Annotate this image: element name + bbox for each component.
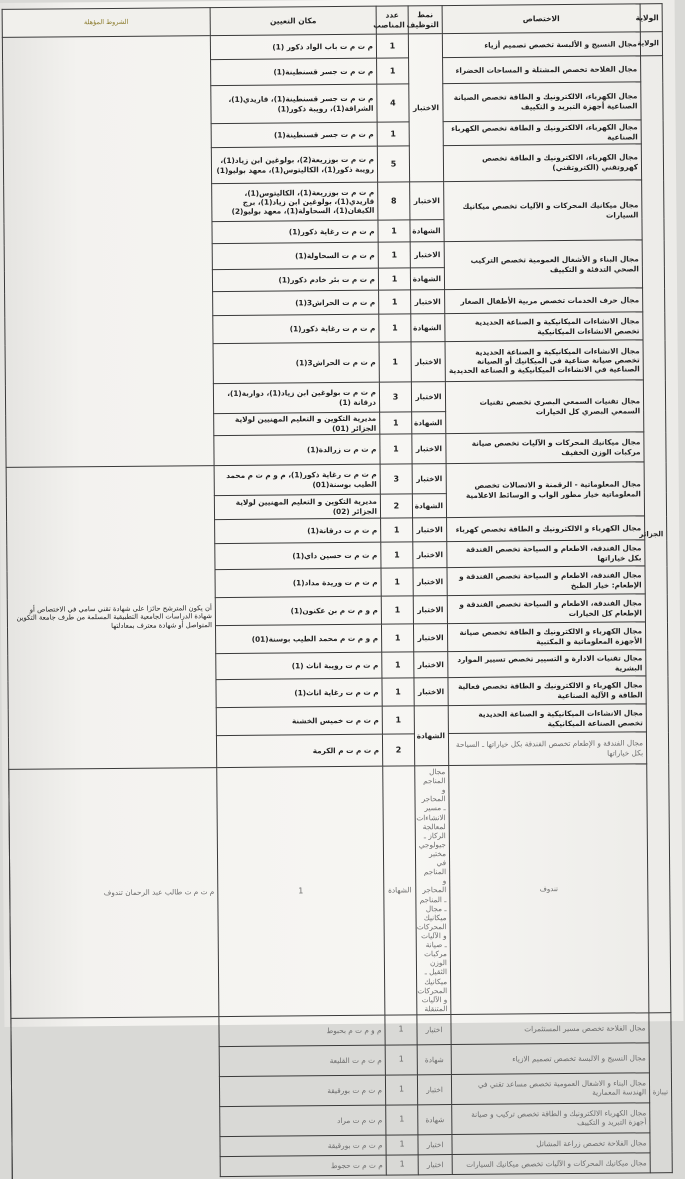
mode-cell: الاختبار xyxy=(414,652,448,678)
mode-cell: الشهادة xyxy=(410,268,444,290)
header-count: عدد المناصب xyxy=(376,6,408,34)
count-cell: 1 xyxy=(386,1135,418,1155)
table-row xyxy=(6,462,666,498)
specialty-cell: مجال الكهرباء و الالكترونيك و الطاقة تخصص صيانة الأجهزة المعلوماتية و المكتبية xyxy=(447,622,645,652)
specialty-cell: مجال الفلاحة تخصص زراعة المشاتل xyxy=(452,1133,650,1155)
header-state: الولاية xyxy=(640,4,662,32)
place-cell: م ت م ت خميس الخشنة xyxy=(216,706,382,735)
header-specialty: الاختصاص xyxy=(442,4,640,34)
count-cell: 8 xyxy=(378,182,410,220)
count-cell: 1 xyxy=(381,518,413,542)
count-cell: 1 xyxy=(379,342,411,382)
place-cell: م و م ت م محمد الطيب بوسنة(01) xyxy=(215,624,381,653)
table-row xyxy=(12,1153,672,1179)
mode-cell: الاختبار xyxy=(410,182,444,220)
place-cell: م ت م ت رغاية ذكور(1) xyxy=(212,220,378,243)
mode-cell: الاختبار xyxy=(408,34,443,182)
place-cell: م ت م ت جسر قسنطينة(1) xyxy=(211,58,377,85)
count-cell: 5 xyxy=(377,146,409,182)
place-cell: م ت م ت رغاية اناث(1) xyxy=(216,678,382,707)
header-place: مكان التعيين xyxy=(210,6,376,35)
specialty-cell: مجال النسيج و الالبسة تخصص تصميم الازياء xyxy=(451,1043,649,1075)
count-cell: 1 xyxy=(381,542,413,568)
place-cell: م ت م ت زرالدة(1) xyxy=(214,434,380,465)
specialty-cell: مجال النسيج و الألبسة تخصص تصميم أزياء xyxy=(442,32,640,58)
count-cell: 4 xyxy=(377,84,409,122)
place-cell: م ت م ت وريدة مداد(1) xyxy=(215,568,381,597)
state-cell-algiers: الجزائر xyxy=(641,56,671,1013)
place-cell: م و م ت م بن عكنون(1) xyxy=(215,596,381,625)
place-cell: م ت م ت رغاية ذكور(1) xyxy=(213,314,379,343)
mode-cell: الشهادة xyxy=(383,766,417,1015)
conditions-empty-top xyxy=(2,36,214,468)
specialty-cell: مجال الفندقة، الاطعام و السياحة تخصص الفندقة بكل خياراتها xyxy=(447,540,645,568)
count-cell: 1 xyxy=(381,596,413,624)
count-cell: 1 xyxy=(376,34,408,58)
specialty-cell: مجال الكهرباء الالكترونيك و الطاقة تخصص تركيب و صيانة أجهزة التبريد و التكييف xyxy=(452,1103,650,1135)
specialty-cell: مجال الانشاءات الميكانيكية و الصناعة الحديدية تخصص الصناعة الميكانيكية xyxy=(448,704,646,734)
mode-cell: الاختبار xyxy=(412,464,446,494)
mode-cell: الشهادة xyxy=(412,494,446,518)
mode-cell: الشهادة xyxy=(411,314,445,342)
count-cell: 2 xyxy=(382,734,414,766)
state-cell: الولاية xyxy=(640,32,662,56)
mode-cell: اختبار xyxy=(417,1074,451,1104)
place-cell: م ت م ت الحراش3(1) xyxy=(213,342,379,383)
mode-cell: الاختبار xyxy=(410,242,444,268)
mode-cell: اختبار xyxy=(418,1134,452,1154)
mode-cell: الاختبار xyxy=(414,678,448,706)
count-cell: 1 xyxy=(379,290,411,314)
specialty-cell: مجال تقنيات السمعي البصري تخصص تقنيات السمعي البصري كل الخيارات xyxy=(445,380,643,434)
place-cell: م ت م ت بوزريعة(1)، الكاليتوس(1)، قاريدي(1)، بولوغين ابن زياد(1)، برج الكيفان(1)، السحاولة(1)، معهد بوليو(2) xyxy=(212,182,378,221)
specialty-cell: مجال الفندقة، الاطعام و السياحة تخصص الفندقة و الإطعام: خيار الطبخ xyxy=(447,566,645,596)
count-cell: 1 xyxy=(386,1105,418,1135)
specialty-cell: مجال المناجم و المحاجر ـ مسير الانشاءات لمعالجة الركاز ـ جيولوجي مختبر في المناجم و المحاجر ـ المناجم ـ مجال ميكانيك المحركات و الآليات ـ صيانة مركبات الوزن الثقيل ـ ميكانيك المحركات و الآليات المتنقلة xyxy=(415,766,451,1015)
positions-table xyxy=(2,3,673,1179)
header-conditions: الشروط المؤهلة xyxy=(2,8,210,38)
mode-cell: الاختبار xyxy=(411,342,445,382)
place-cell: م ت م ت بولوغين ابن زياد(1)، دواربة(1)، درقانة (1) xyxy=(213,382,379,413)
specialty-cell: مجال الفندقة و الإطعام تخصص الفندقة بكل خياراتها ـ السياحة بكل خياراتها xyxy=(448,732,646,766)
place-cell: م ت م ت مراد xyxy=(220,1105,386,1136)
specialty-cell: مجال الانشاءات الميكانيكية و الصناعة الحديدية تخصص الانشاءات الميكانيكية xyxy=(445,312,643,342)
place-cell: م ت م ت جسر قسنطينة(1)، قاريدي(1)، الشراقة(1)، رويبة ذكور(1) xyxy=(211,84,377,123)
count-cell: 1 xyxy=(378,268,410,290)
specialty-cell: مجال الفندقة، الاطعام و السياحة تخصص الفندقة و الإطعام كل الخيارات xyxy=(447,594,645,624)
count-cell: 1 xyxy=(385,1075,417,1105)
conditions-text: أن يكون المترشح حائزا على شهادة تقني سامي في الاختصاص أو شهادة الدراسات الجامعية التطبيقية المسلمة من طرف جامعة التكوين المتواصل أو شهادة معترف بمعادلتها xyxy=(6,466,217,770)
place-cell: م ت م ت رغاية ذكور(1)، م و م ت م محمد الطيب بوسنة(01) xyxy=(214,464,380,495)
count-cell: 1 xyxy=(378,220,410,242)
place-cell: م ت م ت بورقيقة xyxy=(220,1135,386,1156)
mode-cell: الاختبار xyxy=(412,434,446,464)
header-mode: نمط التوظيف xyxy=(408,6,442,34)
place-cell: م ت م ت درقانة(1) xyxy=(215,518,381,543)
count-cell: 2 xyxy=(380,494,412,518)
mode-cell: الاختبار xyxy=(413,624,447,652)
place-cell: م ت م ت بئر خادم ذكور(1) xyxy=(212,268,378,291)
count-cell: 1 xyxy=(217,766,385,1016)
specialty-cell: مجال الكهرباء، الالكترونيك و الطاقة تخصص الصيانة الصناعية أجهزة التبريد و التكييف xyxy=(443,82,641,122)
mode-cell: شهادة xyxy=(418,1104,452,1134)
count-cell: 1 xyxy=(378,242,410,268)
count-cell: 1 xyxy=(386,1155,418,1175)
place-cell: م و م ت م بحبوط xyxy=(219,1015,385,1046)
count-cell: 1 xyxy=(380,434,412,464)
count-cell: 1 xyxy=(381,568,413,596)
specialty-cell: مجال ميكانيك المحركات و الآليات تخصص ميكانيك السيارات xyxy=(444,180,643,242)
place-cell: م ت م ت السحاولة(1) xyxy=(212,242,378,269)
mode-cell: اختبار xyxy=(417,1015,451,1045)
mode-cell: الاختبار xyxy=(413,542,447,568)
place-cell: مديرية التكوين و التعليم المهنيين لولاية الجزائر (01) xyxy=(214,412,380,435)
specialty-cell: مجال الكهرباء، الالكترونيك و الطاقة تخصص الكهرباء الصناعية xyxy=(443,120,641,146)
count-cell: 1 xyxy=(377,122,409,146)
place-cell: مديرية التكوين و التعليم المهنيين لولاية الجزائر (02) xyxy=(214,494,380,519)
count-cell: 1 xyxy=(385,1045,417,1075)
state-cell-tipaza: تيبازة xyxy=(649,1013,672,1173)
place-cell: م ت م ت جسر قسنطينة(1) xyxy=(211,122,377,147)
mode-cell: اختبار xyxy=(418,1154,452,1174)
place-cell: م ت م ت م الكرمة xyxy=(216,734,382,767)
place-cell: م ت م ت بوزريعة(2)، بولوغين ابن زياد(1)، رويبة ذكور(1)، الكاليتوس(1)، معهد بوليو(1) xyxy=(211,146,377,183)
place-cell: م ت م ت حجوط xyxy=(220,1155,386,1176)
specialty-cell: مجال الكهرباء و الالكترونيك و الطاقة تخصص كهرباء xyxy=(447,516,645,542)
place-cell: م ت م ت الحراش3(1) xyxy=(213,290,379,315)
specialty-cell: مجال ميكانيك المحركات و الآليات تخصص صيانة مركبات الوزن الخفيف xyxy=(446,432,644,464)
mode-cell: الاختبار xyxy=(413,568,447,596)
mode-cell: الشهادة xyxy=(410,220,444,242)
mode-cell: الاختبار xyxy=(413,518,447,542)
specialty-cell: مجال حرف الخدمات تخصص مربية الأطفال الصغار xyxy=(445,288,643,314)
specialty-cell: مجال الفلاحة تخصص المشتلة و المساحات الخضراء xyxy=(443,56,641,84)
specialty-cell: مجال الكهرباء، الالكترونيك و الطاقة تخصص كهروتقني (الكتروتقني) xyxy=(443,144,641,182)
specialty-cell: مجال البناء و الأشغال العمومية تخصص التركيب الصحي التدفئة و التكييف xyxy=(444,240,642,290)
place-cell: م ت م ت القليعة xyxy=(219,1045,385,1076)
place-cell: م ت م ت حسين داي(1) xyxy=(215,542,381,569)
count-cell: 1 xyxy=(377,58,409,84)
count-cell: 1 xyxy=(382,652,414,678)
specialty-cell: مجال المعلوماتية - الرقمنة و الاتصالات تخصص المعلوماتية خيار مطور الواب و الوسائط الاعلامية xyxy=(446,462,644,518)
specialty-cell: مجال الكهرباء و الالكترونيك و الطاقة تخصص فعالية الطاقة و الآلية الصناعية xyxy=(448,676,646,706)
mode-cell: الاختبار xyxy=(411,290,445,314)
place-cell: م ت م ت بورقيقة xyxy=(219,1075,385,1106)
place-cell: م ت م ت طالب عبد الرحمان تندوف xyxy=(9,768,219,1019)
place-cell: م ت م ت رويبة اناث (1) xyxy=(216,652,382,679)
count-cell: 1 xyxy=(385,1015,417,1045)
specialty-cell: مجال الانشاءات الميكانيكية و الصناعة الحديدية تخصص صيانة صناعية في الميكانيك أو الصيانة الصناعية في الانشاءات الميكانيكية و الصناعة الحديدية xyxy=(445,340,643,382)
table-row xyxy=(9,764,671,1019)
specialty-cell: مجال البناء و الاشغال العمومية تخصص مساعد تقني في الهندسة المعمارية xyxy=(451,1073,649,1105)
count-cell: 1 xyxy=(380,412,412,434)
place-cell: م ت م ت باب الواد ذكور (1) xyxy=(210,34,376,59)
mode-cell: الشهادة xyxy=(414,706,449,766)
count-cell: 1 xyxy=(381,624,413,652)
count-cell: 3 xyxy=(379,382,411,412)
mode-cell: الشهادة xyxy=(412,412,446,434)
specialty-cell: مجال تقنيات الادارة و التسيير تخصص تسيير الموارد البشرية xyxy=(448,650,646,678)
state-cell-tindouf: تندوف xyxy=(449,764,649,1015)
count-cell: 1 xyxy=(382,706,414,734)
count-cell: 1 xyxy=(382,678,414,706)
count-cell: 3 xyxy=(380,464,412,494)
mode-cell: الاختبار xyxy=(411,382,445,412)
mode-cell: شهادة xyxy=(417,1044,451,1074)
specialty-cell: مجال ميكانيك المحركات و الآليات تخصص ميكانيك السيارات xyxy=(452,1153,650,1175)
specialty-cell: مجال الفلاحة تخصص مسير المستثمرات xyxy=(451,1013,649,1045)
mode-cell: الاختبار xyxy=(413,596,447,624)
count-cell: 1 xyxy=(379,314,411,342)
